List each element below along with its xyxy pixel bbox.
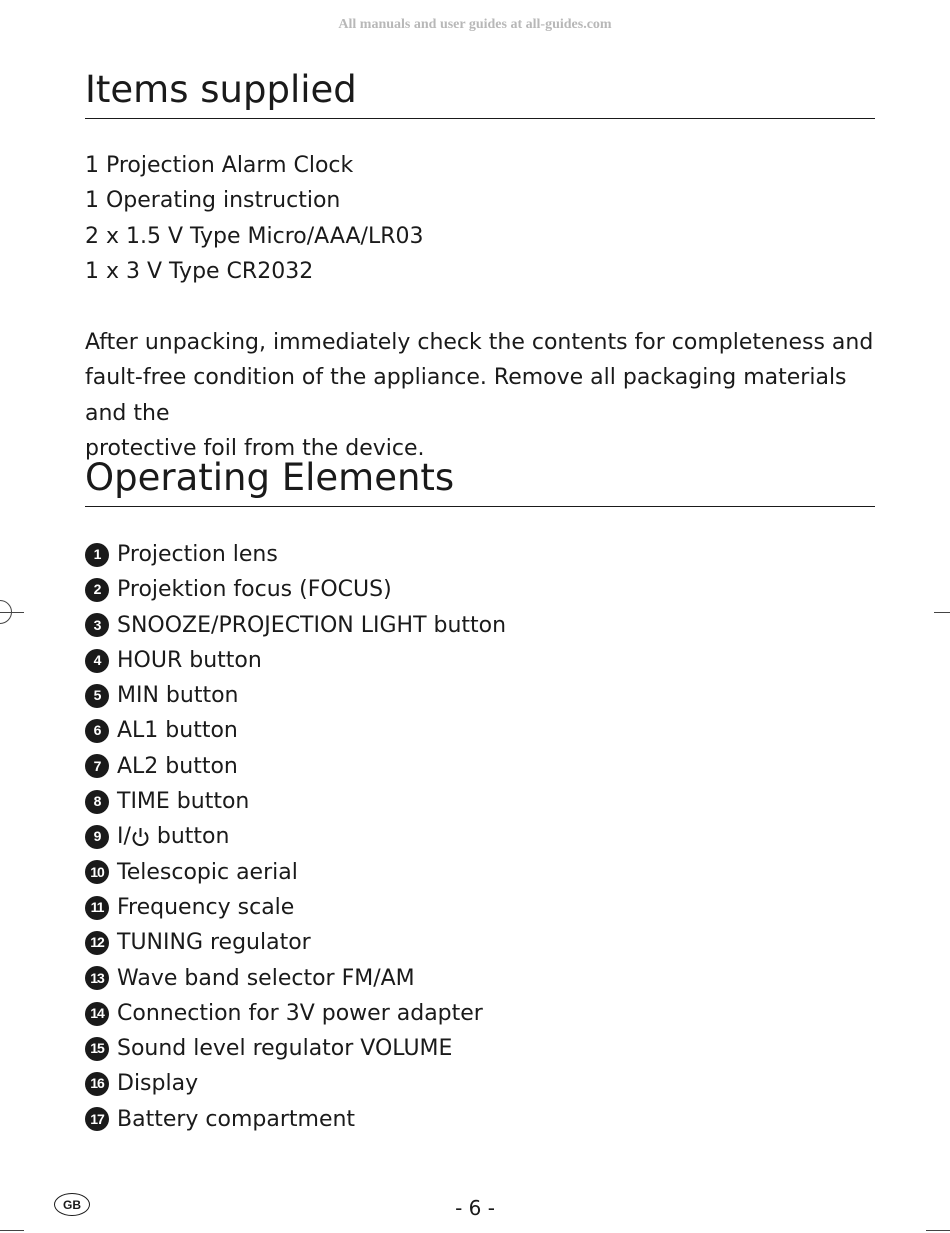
number-badge: 17 [85,1107,109,1131]
list-item [85,713,506,748]
item-label: Projection lens [117,542,278,567]
page-number: - 6 - [455,1196,495,1220]
number-badge: 16 [85,1072,109,1096]
item-label: Sound level regulator VOLUME [117,1036,453,1062]
item-label: TUNING regulator [117,930,311,956]
item-label: Display [117,1071,199,1097]
language-badge: GB [54,1193,90,1216]
item-label: Wave band selector FM/AM [117,965,415,991]
number-badge: 10 [85,860,109,884]
watermark: All manuals and user guides at all-guides.com [338,17,612,32]
item-label: Frequency scale [117,894,295,920]
number-badge: 9 [85,825,109,849]
item-label: Telescopic aerial [117,859,298,885]
list-item [85,749,506,784]
item-label: AL1 button [117,718,238,744]
list-item [85,996,506,1031]
paragraph-line: fault-free condition of the appliance. Remove all packaging materials and the [85,365,847,426]
items-supplied-list [85,148,424,289]
operating-elements-list [85,537,506,1137]
items-supplied-heading: Items supplied [85,68,875,119]
number-badge: 3 [85,613,109,637]
list-item [85,537,506,572]
list-item [85,678,506,713]
list-item [85,608,506,643]
list-item [85,925,506,960]
crop-mark-left-circle [0,600,12,624]
item-label: TIME button [117,789,250,815]
list-item [85,855,506,890]
item-label: Projektion focus (FOCUS) [117,577,392,603]
number-badge: 1 [85,543,109,567]
crop-mark-right [934,612,950,613]
item-label: MIN button [117,683,239,709]
list-item [85,643,506,678]
crop-mark-bottom-left [0,1230,24,1231]
operating-elements-heading: Operating Elements [85,456,875,507]
item-label: AL2 button [117,753,238,779]
number-badge: 8 [85,790,109,814]
paragraph-line: After unpacking, immediately check the contents for completeness and [85,330,874,355]
number-badge: 14 [85,1002,109,1026]
paragraph-line: protective foil from the device. [85,435,425,461]
item-label: HOUR button [117,647,262,673]
list-item [85,1102,506,1137]
item-label-prefix: I/ [117,824,131,850]
number-badge: 5 [85,684,109,708]
item-label: SNOOZE/PROJECTION LIGHT button [117,612,507,638]
list-item [85,890,506,925]
number-badge: 4 [85,649,109,673]
list-item: 1 x 3 V Type CR2032 [85,258,314,284]
list-item [85,961,506,996]
number-badge: 12 [85,931,109,955]
power-icon [131,827,150,848]
list-item [85,572,506,607]
list-item: 1 Projection Alarm Clock [85,153,354,178]
list-item [85,1031,506,1066]
list-item: 2 x 1.5 V Type Micro/AAA/LR03 [85,223,424,249]
list-item [85,819,506,854]
item-label: Battery compartment [117,1106,356,1132]
item-label: Connection for 3V power adapter [117,1000,483,1026]
item-label-suffix: button [149,824,230,850]
list-item: 1 Operating instruction [85,188,341,214]
list-item [85,1066,506,1101]
number-badge: 6 [85,719,109,743]
list-item [85,784,506,819]
number-badge: 2 [85,578,109,602]
number-badge: 11 [85,896,109,920]
crop-mark-bottom-right [926,1230,950,1231]
unpacking-paragraph [85,325,885,466]
number-badge: 7 [85,754,109,778]
number-badge: 15 [85,1037,109,1061]
number-badge: 13 [85,966,109,990]
